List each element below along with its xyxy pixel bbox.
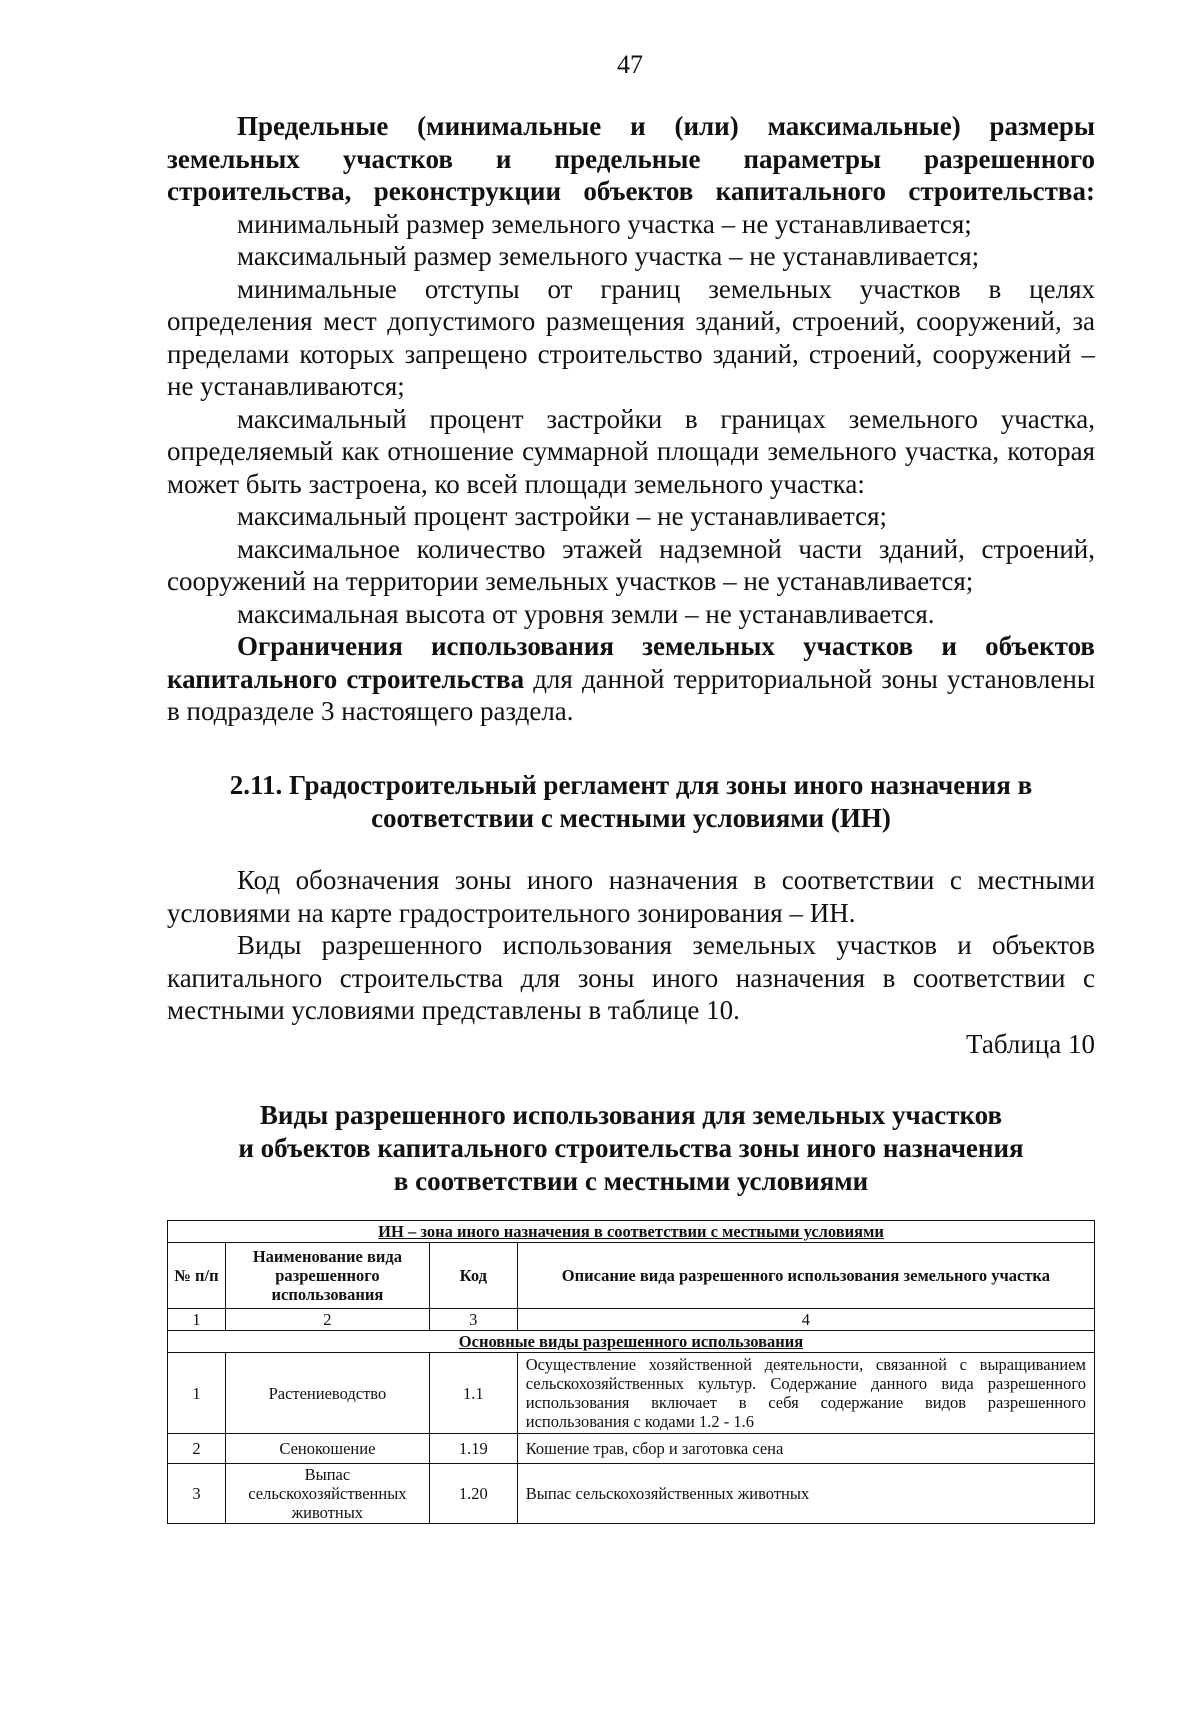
restrictions-bold: Ограничения использования земельных участков и объектов капитального строительства (167, 631, 1095, 694)
row-code: 1.19 (429, 1434, 517, 1464)
zone-code-text: Код обозначения зоны иного назначения в соответствии с местными условиями на карте градостроительного зонирования – ИН. (167, 865, 1095, 928)
section-heading-line2: соответствии с местными условиями (ИН) (371, 802, 891, 833)
min-setbacks-text: минимальные отступы от границ земельных участков в целях определения мест допустимого размещения зданий, строений, сооружений, за пределами которых запрещено строительство зданий, строений, сооружений – не устанавливаются; (167, 273, 1095, 401)
zone-name-cell: ИН – зона иного назначения в соответствии с местными условиями (168, 1221, 1095, 1243)
max-percent-intro-text: максимальный процент застройки в границах земельного участка, определяемый как отношение суммарной площади земельного участка, которая может быть застроена, ко всей площади земельного участка: (167, 403, 1095, 499)
table-title-line3: в соответствии с местными условиями (393, 1166, 869, 1196)
row-name: Сенокошение (225, 1434, 429, 1464)
permitted-uses-table (167, 1220, 1095, 1524)
parameters-section (167, 110, 1095, 728)
table-title-line1: Виды разрешенного использования для земельных участков (259, 1100, 1003, 1130)
header-num: № п/п (168, 1243, 226, 1309)
page-number: 47 (617, 50, 643, 79)
restrictions-rest: для данной территориальной зоны установлены в подразделе 3 настоящего раздела. (167, 663, 1095, 726)
row-code: 1.1 (429, 1353, 517, 1434)
table-title-line2: и объектов капитального строительства зоны иного назначения (238, 1133, 1024, 1163)
row-num: 2 (168, 1434, 226, 1464)
column-number: 3 (429, 1309, 517, 1331)
header-name: Наименование вида разрешенного использования (225, 1243, 429, 1309)
row-desc: Кошение трав, сбор и заготовка сена (517, 1434, 1094, 1464)
max-height-text: максимальная высота от уровня земли – не устанавливается. (237, 598, 935, 629)
group-main-cell: Основные виды разрешенного использования (168, 1331, 1095, 1353)
table-row (168, 1434, 1095, 1464)
row-desc: Выпас сельскохозяйственных животных (517, 1464, 1094, 1524)
row-num: 3 (168, 1464, 226, 1524)
section-heading-line1: 2.11. Градостроительный регламент для зоны иного назначения в (229, 770, 1033, 800)
restrictions-text (167, 630, 1095, 728)
zone-types-text: Виды разрешенного использования земельных участков и объектов капитального строительства для зоны иного назначения в соответствии с местными условиями представлены в таблице 10. (167, 930, 1095, 1025)
row-desc: Осуществление хозяйственной деятельности, связанной с выращиванием сельскохозяйственных культур. Содержание данного вида разрешенного использования включает в себя содержание видов разрешенного использования с кодами 1.2 - 1.6 (517, 1353, 1094, 1434)
max-floors-text: максимальное количество этажей надземной части зданий, строений, сооружений на территории земельных участков – не устанавливается; (167, 533, 1095, 596)
row-num: 1 (168, 1353, 226, 1434)
column-number: 1 (168, 1309, 226, 1331)
row-name: Растениеводство (225, 1353, 429, 1434)
header-code: Код (429, 1243, 517, 1309)
table-row (168, 1353, 1095, 1434)
header-desc: Описание вида разрешенного использования земельного участка (517, 1243, 1094, 1309)
column-numbers-row (168, 1309, 1095, 1331)
column-number: 4 (517, 1309, 1094, 1331)
zone-description-section (167, 864, 1095, 1027)
group-row (168, 1331, 1095, 1353)
header-row (168, 1243, 1095, 1309)
column-number: 2 (225, 1309, 429, 1331)
table-row (168, 1464, 1095, 1524)
table-label: Таблица 10 (966, 1029, 1095, 1059)
table-title (167, 1099, 1095, 1198)
parameters-intro: Предельные (минимальные и (или) максимальные) размеры земельных участков и предельные параметры разрешенного строительства, реконструкции объектов капитального строительства: (167, 111, 1095, 206)
row-name: Выпас сельскохозяйственных животных (225, 1464, 429, 1524)
min-size-text: минимальный размер земельного участка – не устанавливается; (237, 208, 972, 239)
section-heading (167, 769, 1095, 834)
max-percent-text: максимальный процент застройки – не устанавливается; (237, 501, 888, 531)
max-size-text: максимальный размер земельного участка – не устанавливается; (237, 241, 980, 271)
row-code: 1.20 (429, 1464, 517, 1524)
zone-row (168, 1221, 1095, 1243)
